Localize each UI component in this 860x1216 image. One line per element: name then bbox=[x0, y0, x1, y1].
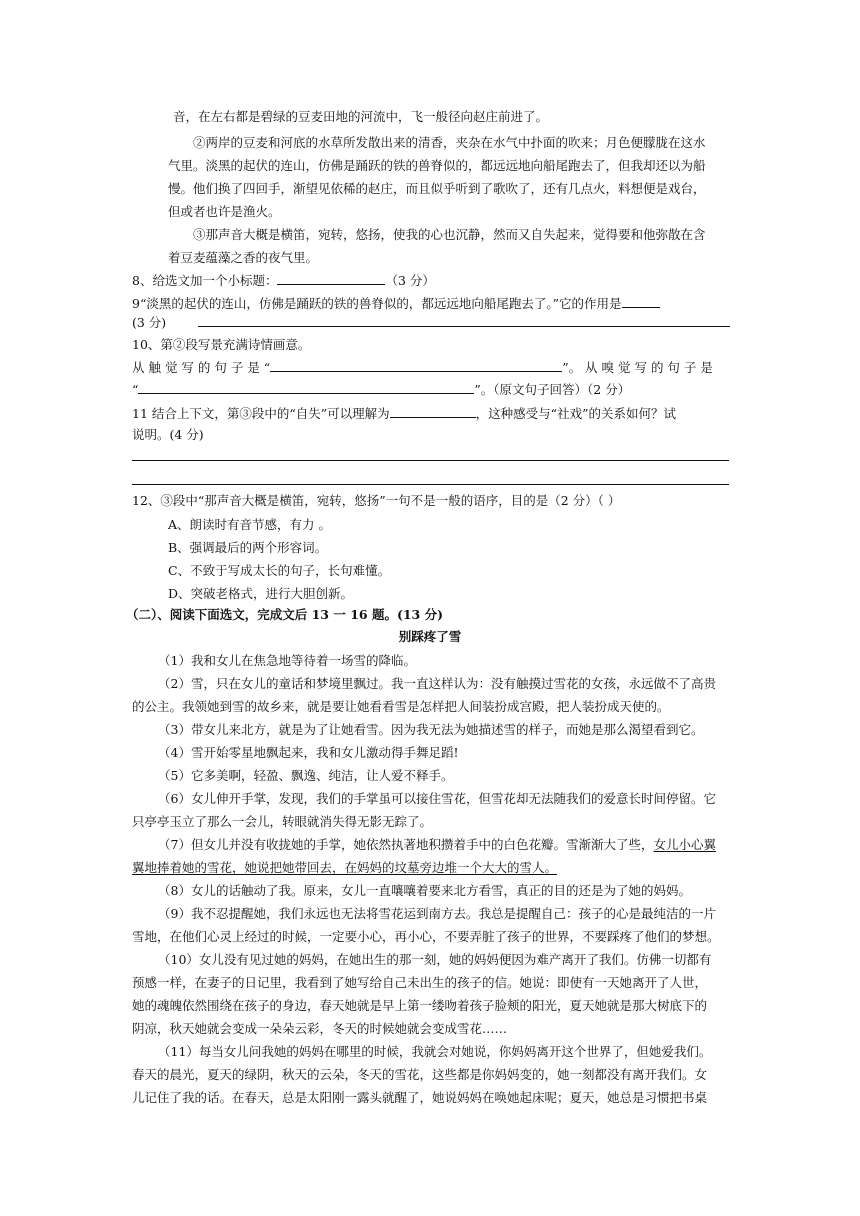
passage-p2-line1: ②两岸的豆麦和河底的水草所发散出来的清香，夹杂在水气中扑面的吹来；月色便朦胧在这水 bbox=[193, 135, 706, 150]
passage-intro: 音，在左右都是碧绿的豆麦田地的河流中，飞一般径向赵庄前进了。 bbox=[173, 109, 549, 124]
q10-title: 10、第②段写景充满诗情画意。 bbox=[132, 337, 311, 352]
s2-p7-line1 bbox=[158, 836, 716, 854]
q10-touch bbox=[132, 358, 713, 377]
q11-answer-line-2[interactable] bbox=[132, 484, 729, 485]
section2-heading: （二）、阅读下面选文，完成文后 13 一 16 题。(13 分) bbox=[126, 607, 444, 622]
s2-p8: （8）女儿的话触动了我。原来，女儿一直嚷嚷着要来北方看雪，真正的目的还是为了她的妈妈。 bbox=[158, 883, 691, 898]
s2-p11-line1: （11）每当女儿问我她的妈妈在哪里的时候，我就会对她说，你妈妈离开这个世界了，但她爱我们。 bbox=[158, 1044, 712, 1059]
q11-line2: 说明。(4 分) bbox=[132, 427, 204, 442]
q12-option-d[interactable]: D、突破老格式，进行大胆创新。 bbox=[168, 586, 354, 601]
s2-p9-line2: 雪地，在他们心灵上经过的时候，一定要小心，再小心，不要弄脏了孩子的世界，不要踩疼了他们的梦想。 bbox=[132, 929, 720, 944]
s2-p11-line3: 儿记住了我的话。在春天，总是太阳刚一露头就醒了，她说妈妈在唤她起床呢；夏天，她总是习惯把书桌 bbox=[132, 1090, 708, 1105]
q10-smell-blank[interactable] bbox=[138, 380, 474, 394]
s2-p6-line2: 只亭亭玉立了那么一会儿，转眼就消失得无影无踪了。 bbox=[132, 814, 433, 829]
q10-touch-suffix: ”。 从 嗅 觉 写 的 句 子 是 bbox=[562, 360, 713, 375]
q11-suffix: ，这种感受与“社戏”的关系如何？试 bbox=[475, 406, 676, 421]
q10-smell-suffix: ”。（原文句子回答）（2 分） bbox=[474, 382, 631, 397]
q9-score: (3 分) bbox=[132, 315, 167, 330]
s2-p5: （5）它多美啊，轻盈、飘逸、纯洁，让人爱不释手。 bbox=[158, 768, 454, 783]
s2-p2-line1: （2）雪，只在女儿的童话和梦境里飘过。我一直这样认为：没有触摸过雪花的女孩，永远做不了高贵 bbox=[158, 676, 716, 691]
s2-p10-line1: （10）女儿没有见过她的妈妈，在她出生的那一刻，她的妈妈便因为难产离开了我们。仿佛一切都有 bbox=[158, 952, 712, 967]
s2-p3: （3）带女儿来北方，就是为了让她看雪。因为我无法为她描述雪的样子，而她是那么渴望看到它。 bbox=[158, 722, 704, 737]
q11-answer-line-1[interactable] bbox=[132, 460, 729, 461]
q11-prefix: 11 结合上下文，第③段中的“自失”可以理解为 bbox=[132, 406, 390, 421]
passage-p2-line3: 慢。他们换了四回手，渐望见依稀的赵庄，而且似乎听到了歌吹了，还有几点火，料想便是戏台， bbox=[168, 181, 706, 196]
s2-p10-line3: 她的魂魄依然围绕在孩子的身边，春天她就是早上第一缕吻着孩子脸颊的阳光，夏天她就是那大树底下的 bbox=[132, 998, 708, 1013]
s2-p2-line2: 的公主。我领她到雪的故乡来，就是要让她看看雪是怎样把人间装扮成宫殿，把人装扮成天使的。 bbox=[132, 699, 670, 714]
q12-option-a[interactable]: A、朗读时有音节感，有力 。 bbox=[168, 517, 332, 532]
section2-title: 别踩疼了雪 bbox=[398, 629, 462, 644]
q12-option-b[interactable]: B、强调最后的两个形容词。 bbox=[168, 540, 328, 555]
s2-p10-line2: 预感一样，在妻子的日记里，我看到了她写给自己未出生的孩子的信。她说：即使有一天她离开了人世， bbox=[132, 975, 708, 990]
question-9 bbox=[132, 294, 660, 313]
q10-smell-prefix: “ bbox=[132, 382, 139, 397]
q9-answer-blank-inline[interactable] bbox=[622, 294, 660, 308]
s2-p6-line1: （6）女儿伸开手掌，发现，我们的手掌虽可以接住雪花，但雪花却无法随我们的爱意长时间停留。它 bbox=[158, 791, 716, 806]
s2-p4: （4）雪开始零星地飘起来，我和女儿激动得手舞足蹈! bbox=[158, 745, 459, 760]
q11-answer-blank[interactable] bbox=[390, 404, 476, 418]
question-11 bbox=[132, 404, 676, 423]
q8-answer-blank[interactable] bbox=[277, 271, 385, 285]
s2-p7-underlined-2: 翼地捧着她的雪花，她说把她带回去，在妈妈的坟墓旁边堆一个大大的雪人。 bbox=[132, 860, 558, 875]
s2-p10-line4: 阴凉，秋天她就会变成一朵朵云彩，冬天的时候她就会变成雪花…… bbox=[132, 1021, 508, 1036]
q10-smell bbox=[132, 380, 630, 399]
q8-score: （3 分） bbox=[385, 273, 435, 288]
q9-answer-line[interactable] bbox=[198, 326, 730, 327]
s2-p11-line2: 春天的晨光，夏天的绿阴，秋天的云朵，冬天的雪花，这些都是你妈妈变的，她一刻都没有离开我们。女 bbox=[132, 1067, 708, 1082]
passage-p3-line2: 着豆麦蕴藻之香的夜气里。 bbox=[168, 250, 319, 265]
passage-p3-line1: ③那声音大概是横笛，宛转，悠扬，使我的心也沉静，然而又自失起来，觉得要和他弥散在含 bbox=[193, 227, 706, 242]
passage-p2-line2: 气里。淡黑的起伏的连山，仿佛是踊跃的铁的兽脊似的，都远远地向船尾跑去了，但我却还以为船 bbox=[168, 158, 706, 173]
s2-p7-text: （7）但女儿并没有收拢她的手掌，她依然执著地积攒着手中的白色花瓣。雪渐渐大了些， bbox=[158, 837, 654, 852]
s2-p9-line1: （9）我不忍提醒她，我们永远也无法将雪花运到南方去。我总是提醒自己：孩子的心是最纯洁的一片 bbox=[158, 906, 716, 921]
s2-p7-underlined-1: 女儿小心翼 bbox=[653, 837, 716, 852]
q12-option-c[interactable]: C、不致于写成太长的句子，长句难懂。 bbox=[168, 563, 391, 578]
s2-p1: （1）我和女儿在焦急地等待着一场雪的降临。 bbox=[158, 653, 416, 668]
question-12: 12、③段中“那声音大概是横笛，宛转，悠扬”一句不是一般的语序，目的是（2 分）（ ） bbox=[132, 493, 621, 508]
q10-touch-blank[interactable] bbox=[270, 358, 562, 372]
q8-label: 8、给选文加一个小标题： bbox=[132, 273, 278, 288]
passage-p2-line4: 但或者也许是渔火。 bbox=[168, 204, 281, 219]
q9-text: 9“淡黑的起伏的连山，仿佛是踊跃的铁的兽脊似的，都远远地向船尾跑去了。”它的作用是 bbox=[132, 296, 622, 311]
q10-touch-prefix: 从 触 觉 写 的 句 子 是 “ bbox=[132, 360, 271, 375]
question-8 bbox=[132, 271, 435, 290]
